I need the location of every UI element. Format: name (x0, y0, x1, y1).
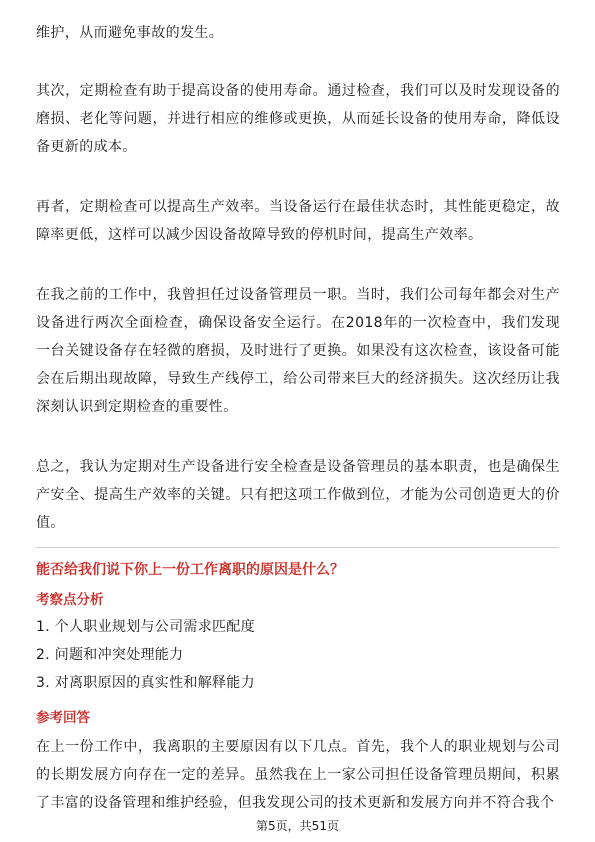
analysis-point: 3. 对离职原因的真实性和解释能力 (36, 675, 255, 691)
analysis-heading: 考察点分析 (36, 592, 104, 608)
analysis-point: 1. 个人职业规划与公司需求匹配度 (36, 619, 255, 635)
paragraph-efficiency: 再者，定期检查可以提高生产效率。当设备运行在最佳状态时，其性能更稳定，故障率更低，这样可以减少因设备故障导致的停机时间，提高生产效率。 (36, 199, 560, 243)
analysis-points-list (36, 613, 255, 697)
question-title: 能否给我们说下你上一份工作离职的原因是什么？ (36, 562, 344, 578)
paragraph-experience: 在我之前的工作中，我曾担任过设备管理员一职。当时，我们公司每年都会对生产设备进行两次全面检查，确保设备安全运行。在2018年的一次检查中，我们发现一台关键设备存在轻微的磨损，及时进行了更换。如果没有这次检查，该设备可能会在后期出现故障，导致生产线停工，给公司带来巨大的经济损失。这次经历让我深刻认识到定期检查的重要性。 (36, 287, 560, 415)
section-divider (36, 547, 559, 548)
page-number: 第5页，共51页 (256, 819, 339, 833)
analysis-point: 2. 问题和冲突处理能力 (36, 647, 184, 663)
paragraph-service-life: 其次，定期检查有助于提高设备的使用寿命。通过检查，我们可以及时发现设备的磨损、老化等问题，并进行相应的维修或更换，从而延长设备的使用寿命，降低设备更新的成本。 (36, 83, 560, 155)
answer-paragraph: 在上一份工作中，我离职的主要原因有以下几点。首先，我个人的职业规划与公司的长期发展方向存在一定的差异。虽然我在上一家公司担任设备管理员期间，积累了丰富的设备管理和维护经验，但我发现公司的技术更新和发展方向并不符合我个 (36, 739, 560, 811)
paragraph-summary: 总之，我认为定期对生产设备进行安全检查是设备管理员的基本职责，也是确保生产安全、提高生产效率的关键。只有把这项工作做到位，才能为公司创造更大的价值。 (36, 459, 560, 531)
paragraph-continuation: 维护，从而避免事故的发生。 (36, 25, 224, 41)
answer-heading: 参考回答 (36, 710, 90, 726)
